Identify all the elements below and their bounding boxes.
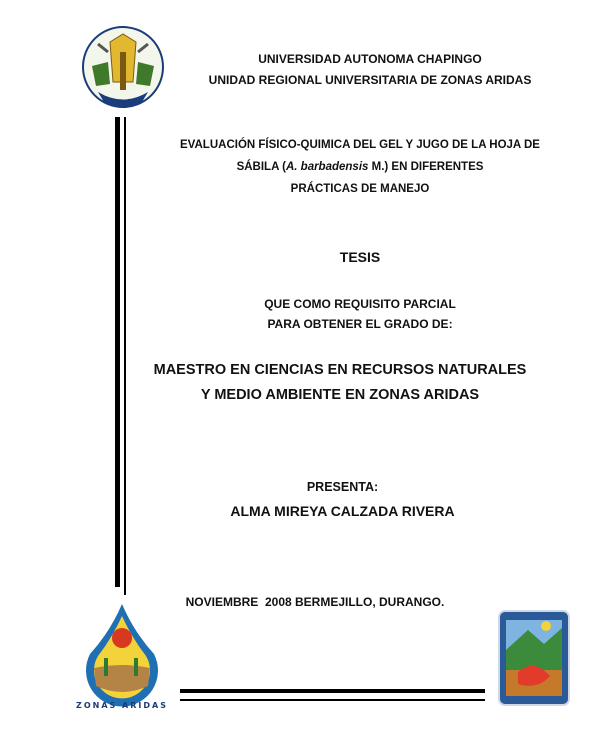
- zonas-aridas-emblem-icon: [74, 602, 170, 714]
- presenter-label: PRESENTA:: [306, 480, 379, 494]
- bottom-rule-thin: [180, 699, 485, 701]
- thesis-title-line-3: PRÁCTICAS DE MANEJO: [290, 183, 430, 195]
- requirement-line-1: QUE COMO REQUISITO PARCIAL: [264, 297, 456, 311]
- vertical-rule-thick: [115, 117, 120, 587]
- vertical-rule-thin: [124, 117, 126, 595]
- species-name: A. barbadensis: [285, 161, 369, 173]
- requirement-line-2: PARA OBTENER EL GRADO DE:: [267, 317, 453, 331]
- bottom-rule-thick: [180, 689, 485, 693]
- degree-line-1: MAESTRO EN CIENCIAS EN RECURSOS NATURALES: [153, 362, 527, 378]
- chapingo-emblem-icon: [78, 22, 168, 112]
- landscape-emblem-icon: [498, 610, 570, 706]
- unit-name: UNIDAD REGIONAL UNIVERSITARIA DE ZONAS ARIDAS: [208, 73, 532, 87]
- degree-line-2: Y MEDIO AMBIENTE EN ZONAS ARIDAS: [200, 387, 480, 403]
- document-type: TESIS: [339, 249, 381, 265]
- author-name: ALMA MIREYA CALZADA RIVERA: [230, 503, 455, 519]
- date-place: NOVIEMBRE 2008 BERMEJILLO, DURANGO.: [185, 595, 445, 609]
- thesis-title-line-2: SÁBILA (A. barbadensis M.) EN DIFERENTES: [236, 161, 484, 173]
- thesis-title-line-1: EVALUACIÓN FÍSICO-QUIMICA DEL GEL Y JUGO DE LA HOJA DE: [180, 139, 540, 151]
- zonas-aridas-logo-text: ZONAS ARIDAS: [76, 701, 168, 710]
- university-name: UNIVERSIDAD AUTONOMA CHAPINGO: [258, 52, 482, 66]
